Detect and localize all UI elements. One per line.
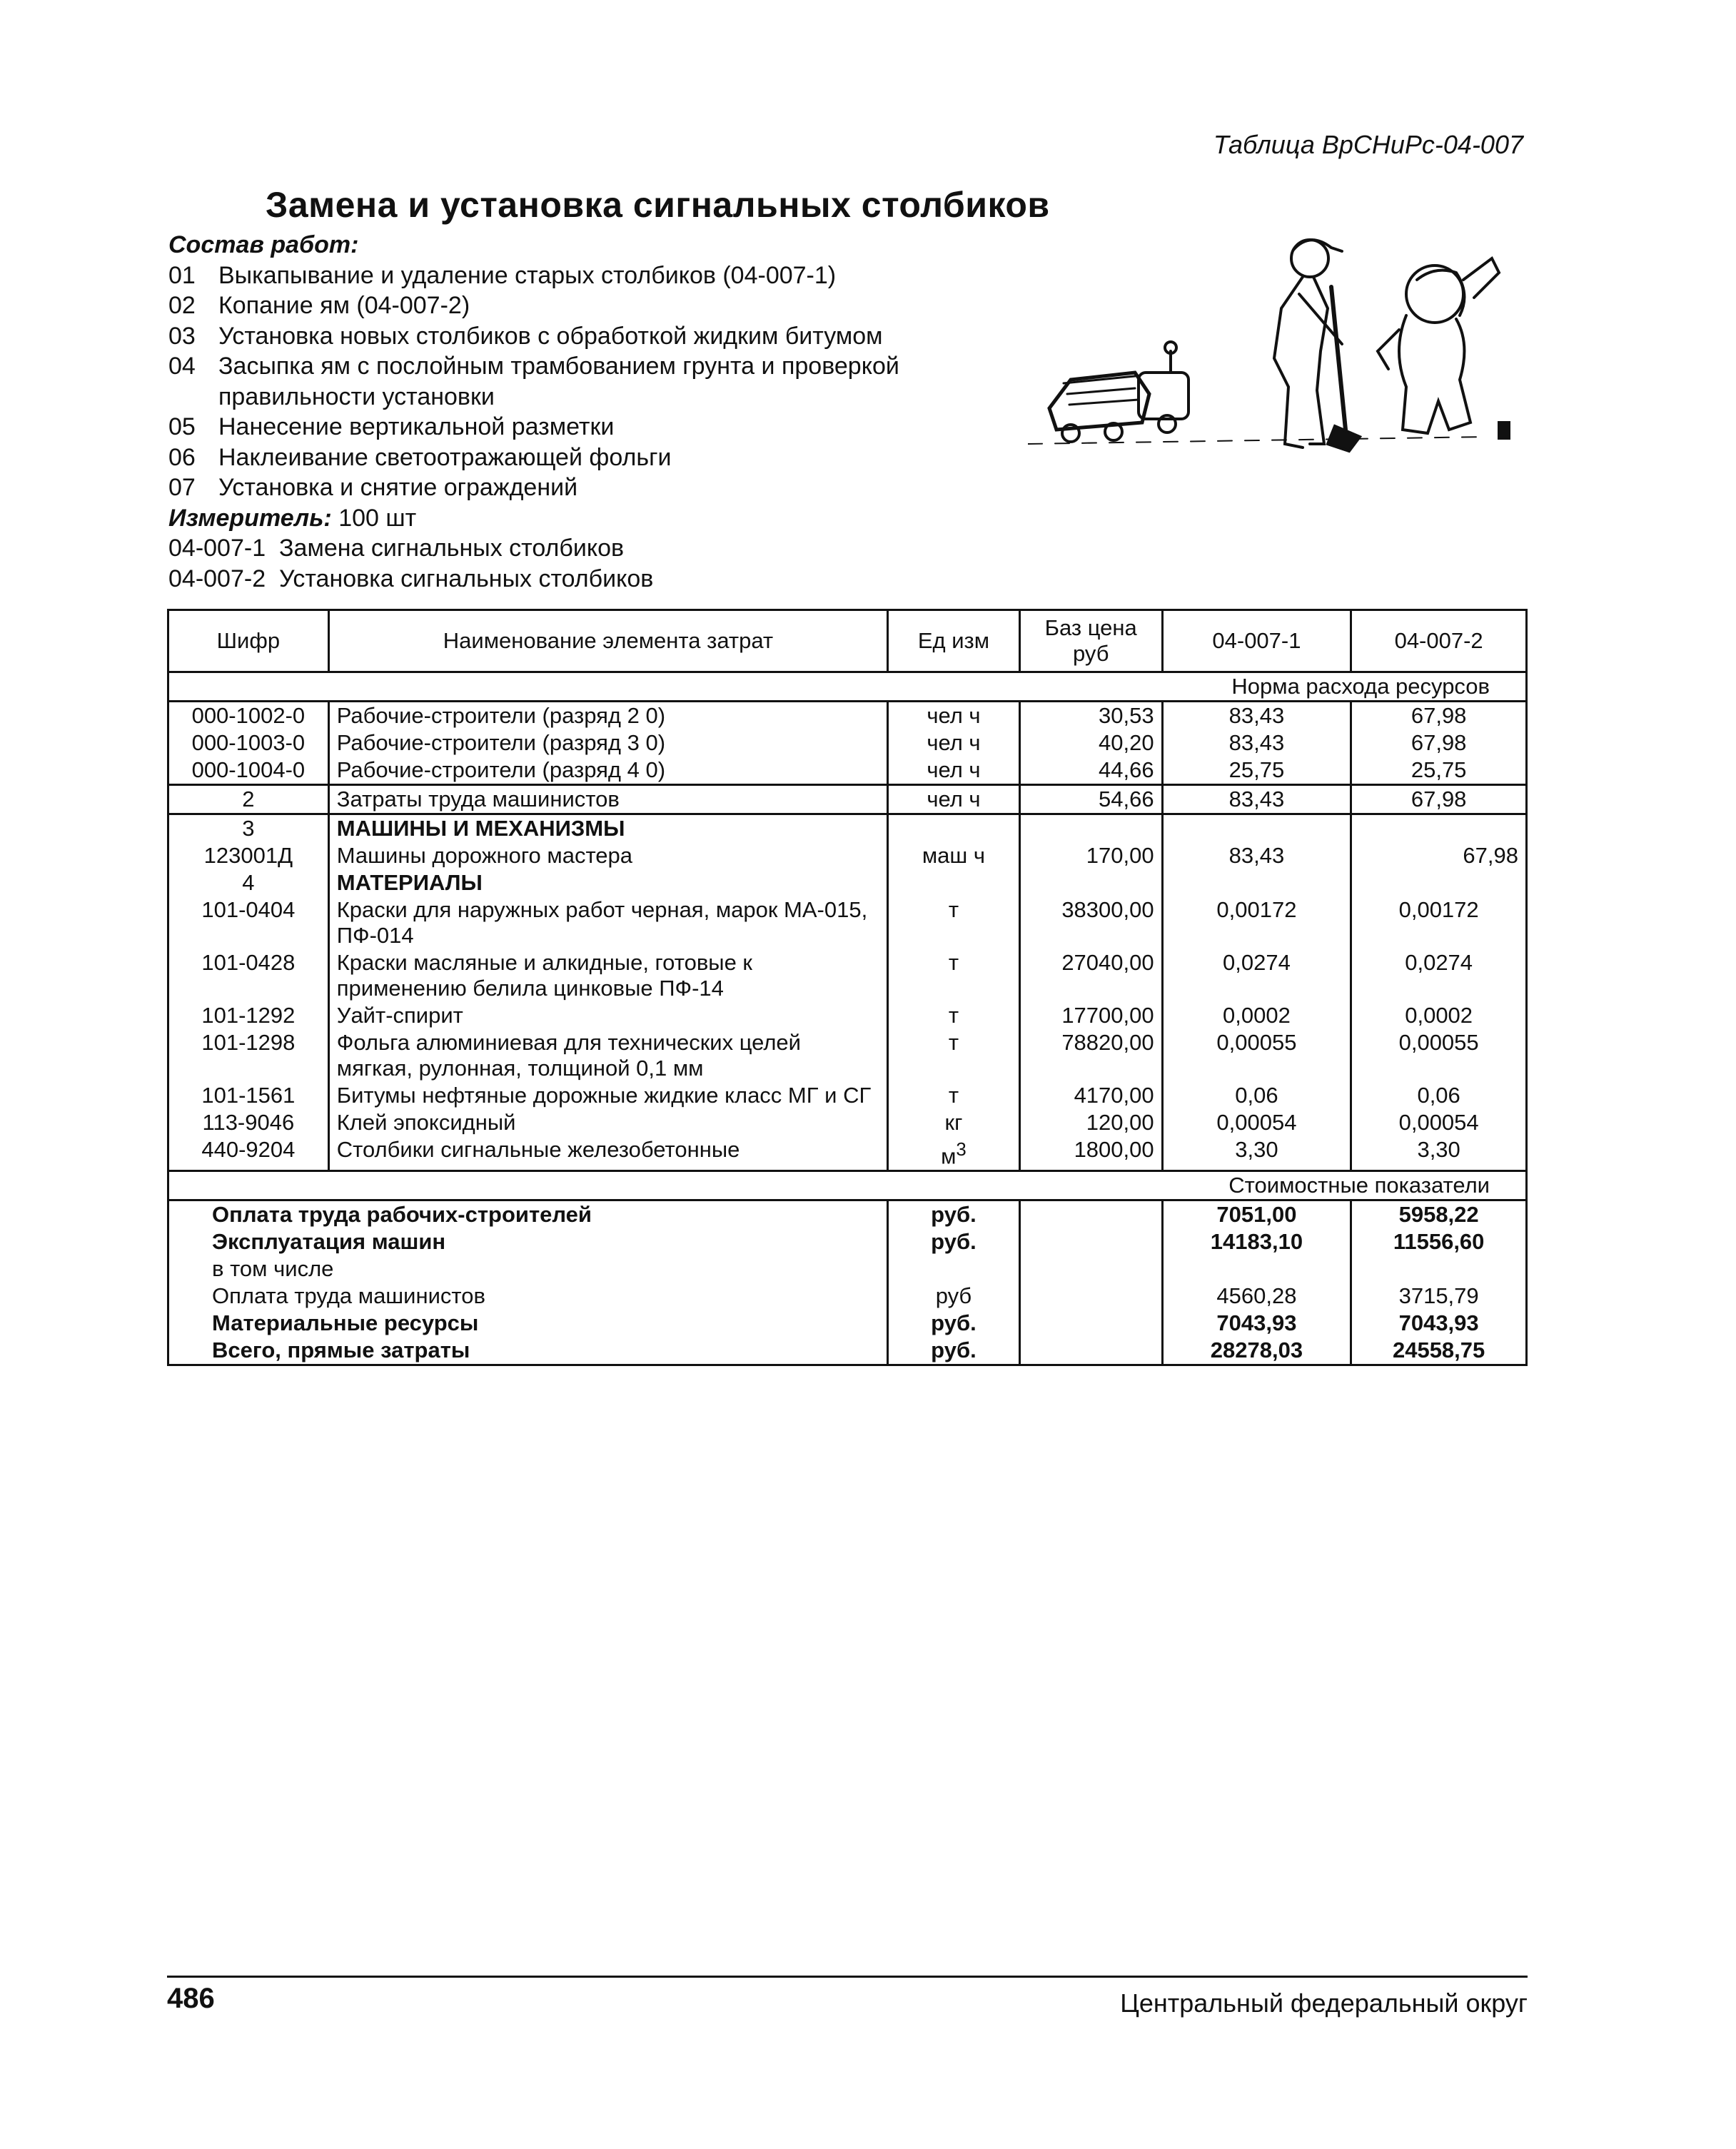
measure-value: 100 шт xyxy=(338,504,417,532)
table-row xyxy=(168,842,1527,869)
cost-v2: 3715,79 xyxy=(1351,1283,1527,1310)
col-header-code: Шифр xyxy=(168,610,329,672)
workers-illustration xyxy=(1028,230,1528,480)
table-row xyxy=(168,814,1527,843)
cell-code: 000-1003-0 xyxy=(168,729,329,757)
cost-unit: руб. xyxy=(888,1337,1020,1365)
composition-item xyxy=(168,321,1025,352)
table-row xyxy=(168,949,1527,1002)
cost-v1 xyxy=(1162,1255,1351,1283)
composition-item xyxy=(168,472,1025,503)
table-row xyxy=(168,1029,1527,1082)
cell-v2: 25,75 xyxy=(1351,757,1527,785)
section-cost: Стоимостные показатели xyxy=(168,1171,1527,1200)
page-title: Замена и установка сигнальных столбиков xyxy=(266,185,1050,225)
cell-price: 120,00 xyxy=(1019,1109,1162,1136)
cost-price xyxy=(1019,1255,1162,1283)
cell-v1: 0,00054 xyxy=(1162,1109,1351,1136)
item-number: 04 xyxy=(168,353,196,380)
cost-v1: 7043,93 xyxy=(1162,1310,1351,1337)
cell-code: 123001Д xyxy=(168,842,329,869)
cell-code: 101-1298 xyxy=(168,1029,329,1082)
composition-item xyxy=(168,351,982,412)
cell-price: 170,00 xyxy=(1019,842,1162,869)
cell-v1: 3,30 xyxy=(1162,1136,1351,1171)
cell-price: 4170,00 xyxy=(1019,1082,1162,1109)
cost-v2: 7043,93 xyxy=(1351,1310,1527,1337)
cell-code: 3 xyxy=(168,814,329,843)
cell-code: 101-1292 xyxy=(168,1002,329,1029)
item-number: 06 xyxy=(168,443,196,471)
cell-code: 101-0428 xyxy=(168,949,329,1002)
cost-price xyxy=(1019,1200,1162,1229)
code: 04-007-1 xyxy=(168,535,266,562)
cost-row xyxy=(168,1200,1527,1229)
item-text: Наклеивание светоотражающей фольги xyxy=(218,443,672,471)
table-row xyxy=(168,785,1527,814)
cell-v2: 0,0274 xyxy=(1351,949,1527,1002)
cell-name: Клей эпоксидный xyxy=(328,1109,887,1136)
cost-price xyxy=(1019,1337,1162,1365)
cell-name: МАШИНЫ И МЕХАНИЗМЫ xyxy=(328,814,887,843)
cost-name: Эксплуатация машин xyxy=(168,1228,888,1255)
cell-v2: 0,06 xyxy=(1351,1082,1527,1109)
cell-v2 xyxy=(1351,814,1527,843)
cost-v2: 5958,22 xyxy=(1351,1200,1527,1229)
cell-name: Краски масляные и алкидные, готовые к применению белила цинковые ПФ-14 xyxy=(328,949,887,1002)
table-row xyxy=(168,869,1527,896)
cell-unit: т xyxy=(888,1029,1020,1082)
cell-code: 440-9204 xyxy=(168,1136,329,1171)
cell-v1 xyxy=(1162,869,1351,896)
table-row xyxy=(168,896,1527,949)
item-number: 05 xyxy=(168,413,196,440)
code-line xyxy=(168,564,1025,595)
cell-v2: 0,00055 xyxy=(1351,1029,1527,1082)
cell-v2: 67,98 xyxy=(1351,729,1527,757)
cost-unit: руб. xyxy=(888,1310,1020,1337)
composition-label: Состав работ: xyxy=(168,231,359,258)
page-number: 486 xyxy=(167,1983,215,2014)
cell-price: 44,66 xyxy=(1019,757,1162,785)
cell-code: 101-0404 xyxy=(168,896,329,949)
item-text: Засыпка ям с послойным трамбованием грунта и проверкой правильности установки xyxy=(218,353,899,410)
cell-v1 xyxy=(1162,814,1351,843)
table-row xyxy=(168,729,1527,757)
cell-name: Столбики сигнальные железобетонные xyxy=(328,1136,887,1171)
footer-divider xyxy=(167,1976,1528,1978)
cost-v2: 11556,60 xyxy=(1351,1228,1527,1255)
cell-v2: 0,00172 xyxy=(1351,896,1527,949)
col-header-unit: Ед изм xyxy=(888,610,1020,672)
cell-unit: т xyxy=(888,949,1020,1002)
cell-name: Уайт-спирит xyxy=(328,1002,887,1029)
code: 04-007-2 xyxy=(168,565,266,592)
cell-name: Рабочие-строители (разряд 2 0) xyxy=(328,702,887,730)
cell-name: Рабочие-строители (разряд 3 0) xyxy=(328,729,887,757)
cell-unit: т xyxy=(888,1002,1020,1029)
cell-v2: 67,98 xyxy=(1351,785,1527,814)
cell-v1: 0,00172 xyxy=(1162,896,1351,949)
section-norm: Норма расхода ресурсов xyxy=(168,672,1527,702)
cost-price xyxy=(1019,1228,1162,1255)
cell-unit: чел ч xyxy=(888,729,1020,757)
item-number: 01 xyxy=(168,261,196,289)
cost-price xyxy=(1019,1283,1162,1310)
code-line xyxy=(168,533,1025,564)
cost-unit: руб. xyxy=(888,1200,1020,1229)
cell-v2: 67,98 xyxy=(1351,842,1527,869)
footer-region: Центральный федеральный округ xyxy=(1120,1988,1528,2018)
item-text: Выкапывание и удаление старых столбиков (04-007-1) xyxy=(218,261,837,289)
table-row xyxy=(168,1082,1527,1109)
resources-table xyxy=(167,609,1528,1366)
col-header-04-007-1: 04-007-1 xyxy=(1162,610,1351,672)
cell-price: 40,20 xyxy=(1019,729,1162,757)
code-text: Замена сигнальных столбиков xyxy=(279,535,625,562)
section-row xyxy=(168,1171,1527,1200)
cost-v1: 14183,10 xyxy=(1162,1228,1351,1255)
item-number: 02 xyxy=(168,292,196,319)
cell-unit: маш ч xyxy=(888,842,1020,869)
cell-v1: 0,0274 xyxy=(1162,949,1351,1002)
cell-unit xyxy=(888,1136,1020,1171)
table-row xyxy=(168,1136,1527,1171)
composition-item xyxy=(168,443,1025,473)
unit-superscript: 3 xyxy=(956,1140,967,1160)
item-text: Установка и снятие ограждений xyxy=(218,474,578,501)
cost-name: в том числе xyxy=(168,1255,888,1283)
cell-price xyxy=(1019,869,1162,896)
cell-name: Рабочие-строители (разряд 4 0) xyxy=(328,757,887,785)
cell-price: 27040,00 xyxy=(1019,949,1162,1002)
cell-price: 30,53 xyxy=(1019,702,1162,730)
cell-name: Битумы нефтяные дорожные жидкие класс МГ и СГ xyxy=(328,1082,887,1109)
item-number: 03 xyxy=(168,322,196,350)
cell-unit: т xyxy=(888,1082,1020,1109)
cell-v1: 0,0002 xyxy=(1162,1002,1351,1029)
table-row xyxy=(168,757,1527,785)
cost-name: Оплата труда машинистов xyxy=(168,1283,888,1310)
cell-unit: кг xyxy=(888,1109,1020,1136)
composition-item xyxy=(168,412,1025,443)
cost-name: Материальные ресурсы xyxy=(168,1310,888,1337)
cell-v2 xyxy=(1351,869,1527,896)
cost-row xyxy=(168,1283,1527,1310)
code-text: Установка сигнальных столбиков xyxy=(279,565,654,592)
col-header-price: Баз цена руб xyxy=(1019,610,1162,672)
cost-name: Оплата труда рабочих-строителей xyxy=(168,1200,888,1229)
cell-v1: 83,43 xyxy=(1162,842,1351,869)
cell-unit: т xyxy=(888,896,1020,949)
cost-row xyxy=(168,1228,1527,1255)
cell-v2: 3,30 xyxy=(1351,1136,1527,1171)
cost-v1: 28278,03 xyxy=(1162,1337,1351,1365)
cell-code: 101-1561 xyxy=(168,1082,329,1109)
measure-label: Измеритель: xyxy=(168,504,332,532)
cell-v1: 25,75 xyxy=(1162,757,1351,785)
cell-code: 113-9046 xyxy=(168,1109,329,1136)
cell-v2: 0,0002 xyxy=(1351,1002,1527,1029)
cost-row xyxy=(168,1337,1527,1365)
composition-item xyxy=(168,290,1025,321)
col-header-04-007-2: 04-007-2 xyxy=(1351,610,1527,672)
composition-item xyxy=(168,261,1025,291)
cell-v1: 0,06 xyxy=(1162,1082,1351,1109)
section-row xyxy=(168,672,1527,702)
cell-unit xyxy=(888,814,1020,843)
cell-v2: 0,00054 xyxy=(1351,1109,1527,1136)
table-reference: Таблица ВрСНиРс-04-007 xyxy=(1213,130,1523,159)
table-row xyxy=(168,702,1527,730)
cell-unit xyxy=(888,869,1020,896)
item-number: 07 xyxy=(168,474,196,501)
cell-price: 17700,00 xyxy=(1019,1002,1162,1029)
cost-row xyxy=(168,1255,1527,1283)
cell-name: Машины дорожного мастера xyxy=(328,842,887,869)
cell-unit: чел ч xyxy=(888,757,1020,785)
cell-name: Фольга алюминиевая для технических целей мягкая, рулонная, толщиной 0,1 мм xyxy=(328,1029,887,1082)
cost-v1: 7051,00 xyxy=(1162,1200,1351,1229)
cell-name: Краски для наружных работ черная, марок МА-015, ПФ-014 xyxy=(328,896,887,949)
col-header-name: Наименование элемента затрат xyxy=(328,610,887,672)
unit-text: м xyxy=(941,1143,957,1169)
cell-v1: 0,00055 xyxy=(1162,1029,1351,1082)
cost-unit: руб xyxy=(888,1283,1020,1310)
cell-code: 000-1004-0 xyxy=(168,757,329,785)
cell-code: 2 xyxy=(168,785,329,814)
item-text: Установка новых столбиков с обработкой жидким битумом xyxy=(218,322,883,350)
cell-name: Затраты труда машинистов xyxy=(328,785,887,814)
cell-v1: 83,43 xyxy=(1162,702,1351,730)
cell-code: 000-1002-0 xyxy=(168,702,329,730)
cost-row xyxy=(168,1310,1527,1337)
cell-v1: 83,43 xyxy=(1162,729,1351,757)
cell-price: 38300,00 xyxy=(1019,896,1162,949)
table-header-row xyxy=(168,610,1527,672)
cell-unit: чел ч xyxy=(888,785,1020,814)
work-composition xyxy=(168,230,1025,594)
cost-v2 xyxy=(1351,1255,1527,1283)
cell-code: 4 xyxy=(168,869,329,896)
cell-price: 1800,00 xyxy=(1019,1136,1162,1171)
item-text: Нанесение вертикальной разметки xyxy=(218,413,615,440)
cell-v1: 83,43 xyxy=(1162,785,1351,814)
cost-v1: 4560,28 xyxy=(1162,1283,1351,1310)
table-row xyxy=(168,1002,1527,1029)
cell-price xyxy=(1019,814,1162,843)
cell-v2: 67,98 xyxy=(1351,702,1527,730)
cell-unit: чел ч xyxy=(888,702,1020,730)
cost-name: Всего, прямые затраты xyxy=(168,1337,888,1365)
table-row xyxy=(168,1109,1527,1136)
cell-price: 54,66 xyxy=(1019,785,1162,814)
cost-price xyxy=(1019,1310,1162,1337)
cost-unit xyxy=(888,1255,1020,1283)
item-text: Копание ям (04-007-2) xyxy=(218,292,470,319)
measure xyxy=(168,503,1025,534)
cell-name: МАТЕРИАЛЫ xyxy=(328,869,887,896)
cost-v2: 24558,75 xyxy=(1351,1337,1527,1365)
cell-price: 78820,00 xyxy=(1019,1029,1162,1082)
cost-unit: руб. xyxy=(888,1228,1020,1255)
